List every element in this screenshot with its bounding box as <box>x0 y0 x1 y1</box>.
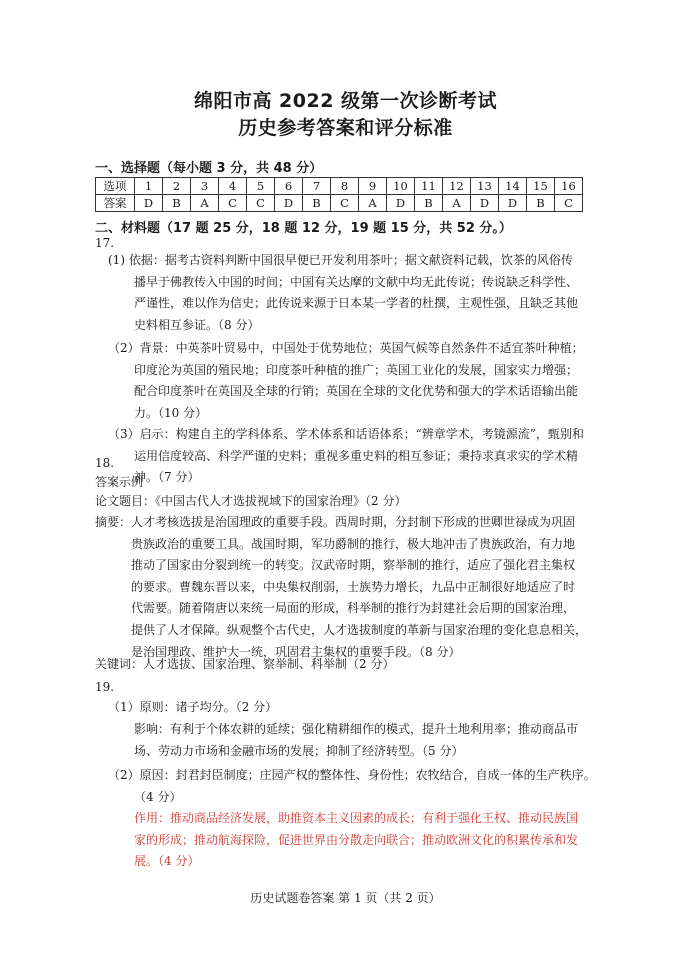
answer-row <box>96 195 583 212</box>
section1-heading: 一、选择题（每小题 3 分，共 48 分） <box>95 161 323 176</box>
q18-keywords: 关键词：人才选拔、国家治理、察举制、科举制（2 分） <box>95 657 395 671</box>
text-line: 严谨性，难以作为信史；此传说来源于日本某一学者的杜撰，主观性强，且缺乏其他 <box>134 296 579 311</box>
text-line: 力。（10 分） <box>134 405 208 420</box>
text-line: 提供了人才保障。纵观整个古代史，人才选拔制度的革新与国家治理的变化息息相关， <box>131 622 588 637</box>
row-label-answer: 答案 <box>96 195 135 212</box>
question-cell: 6 <box>275 178 303 195</box>
q19-part1-principle: （1）原则：诸子均分。（2 分） <box>108 700 278 714</box>
answer-cell: B <box>415 195 443 212</box>
q17-part1 <box>108 250 578 336</box>
question-cell: 9 <box>359 178 387 195</box>
text-line: 史料相互参证。（8 分） <box>134 317 260 332</box>
choice-answer-table <box>95 177 583 212</box>
text-line: 配合印度茶叶在英国及全球的行销；英国在全球的文化优势和强大的学术话语输出能 <box>134 384 579 399</box>
page-subtitle: 历史参考答案和评分标准 <box>238 117 453 139</box>
answer-cell: C <box>555 195 583 212</box>
question-cell: 3 <box>191 178 219 195</box>
text-line: 播早于佛教传入中国的时间；中国有关达摩的文献中均无此传说；传说缺乏科学性、 <box>134 274 579 289</box>
question-number-row <box>96 178 583 195</box>
q17-part2 <box>108 338 584 424</box>
text-line: （3）启示：构建自主的学科体系、学术体系和话语体系；“辨章学术，考镜源流”，甄别和 <box>108 427 584 441</box>
page-footer: 历史试题卷答案 第 1 页（共 2 页） <box>250 891 441 905</box>
q19-part2-reason <box>108 765 596 808</box>
answer-cell: D <box>387 195 415 212</box>
q17-number: 17. <box>95 236 115 250</box>
answer-cell: A <box>191 195 219 212</box>
question-cell: 7 <box>303 178 331 195</box>
question-cell: 14 <box>499 178 527 195</box>
answer-cell: A <box>443 195 471 212</box>
text-line: 是治国理政、维护大一统，巩固君主集权的重要手段。（8 分） <box>131 644 461 659</box>
text-line: 代需要。随着隋唐以来统一局面的形成，科举制的推行为封建社会后期的国家治理， <box>131 601 576 616</box>
question-cell: 1 <box>135 178 163 195</box>
q19-number: 19. <box>95 680 115 694</box>
question-cell: 15 <box>527 178 555 195</box>
row-label-question: 选项 <box>96 178 135 195</box>
question-cell: 10 <box>387 178 415 195</box>
text-line: 运用信度较高、科学严谨的史料；重视多重史料的相互参证；秉持求真求实的学术精 <box>134 448 579 463</box>
text-line: 展。（4 分） <box>134 854 200 869</box>
text-line: （2）背景：中英茶叶贸易中，中国处于优势地位；英国气候等自然条件不适宜茶叶种植； <box>108 341 584 355</box>
answer-cell: C <box>331 195 359 212</box>
text-line: 作用：推动商品经济发展，助推资本主义因素的成长；有利于强化王权、推动民族国 <box>134 811 579 825</box>
page-title: 绵阳市高 2022 级第一次诊断考试 <box>193 90 498 112</box>
text-line: (1) 依据：据考古资料判断中国很早便已开发利用茶叶；据文献资料记载，饮茶的风俗传 <box>108 253 573 267</box>
answer-cell: D <box>275 195 303 212</box>
section2-heading: 二、材料题（17 题 25 分，18 题 12 分，19 题 15 分，共 52 分。） <box>95 221 512 236</box>
question-cell: 11 <box>415 178 443 195</box>
text-line: 印度沦为英国的殖民地；印度茶叶种植的推广；英国工业化的发展，国家实力增强； <box>134 362 579 377</box>
q18-number: 18. <box>95 456 115 470</box>
question-cell: 13 <box>471 178 499 195</box>
q18-topic: 论文题目：《中国古代人才选拔视域下的国家治理》（2 分） <box>95 494 407 508</box>
q19-part2-effect <box>134 808 578 873</box>
question-cell: 16 <box>555 178 583 195</box>
text-line: 摘要：人才考核选拔是治国理政的重要手段。西周时期，分封制下形成的世卿世禄成为巩固 <box>95 515 576 529</box>
text-line: 的要求。曹魏东晋以来，中央集权削弱，士族势力增长，九品中正制很好地适应了时 <box>131 579 576 594</box>
question-cell: 12 <box>443 178 471 195</box>
q18-example-label: 答案示例 <box>95 475 144 489</box>
question-cell: 8 <box>331 178 359 195</box>
text-line: （4 分） <box>134 789 182 804</box>
answer-cell: D <box>499 195 527 212</box>
question-cell: 5 <box>247 178 275 195</box>
text-line: （2）原因：封君封臣制度；庄园产权的整体性、身份性；农牧结合，自成一体的生产秩序。 <box>108 768 596 782</box>
text-line: 场、劳动力市场和金融市场的发展；抑制了经济转型。（5 分） <box>134 743 464 758</box>
answer-cell: D <box>135 195 163 212</box>
q18-abstract <box>95 512 587 663</box>
answer-cell: A <box>359 195 387 212</box>
answer-cell: C <box>219 195 247 212</box>
answer-cell: D <box>471 195 499 212</box>
question-cell: 4 <box>219 178 247 195</box>
text-line: 推动了国家由分裂到统一的转变。汉武帝时期，察举制的推行，适应了强化君主集权 <box>131 558 576 573</box>
text-line: 影响：有利于个体农耕的延续；强化精耕细作的模式，提升土地利用率；推动商品市 <box>134 722 579 736</box>
answer-cell: C <box>247 195 275 212</box>
q19-part1-impact <box>134 719 578 762</box>
answer-cell: B <box>163 195 191 212</box>
text-line: 神。（7 分） <box>134 470 200 485</box>
answer-cell: B <box>527 195 555 212</box>
text-line: 贵族政治的重要工具。战国时期，军功爵制的推行，极大地冲击了贵族政治，有力地 <box>131 536 576 551</box>
text-line: 家的形成；推动航海探险，促进世界由分散走向联合；推动欧洲文化的积累传承和发 <box>134 832 579 847</box>
answer-cell: B <box>303 195 331 212</box>
q17-part3 <box>108 424 584 489</box>
question-cell: 2 <box>163 178 191 195</box>
